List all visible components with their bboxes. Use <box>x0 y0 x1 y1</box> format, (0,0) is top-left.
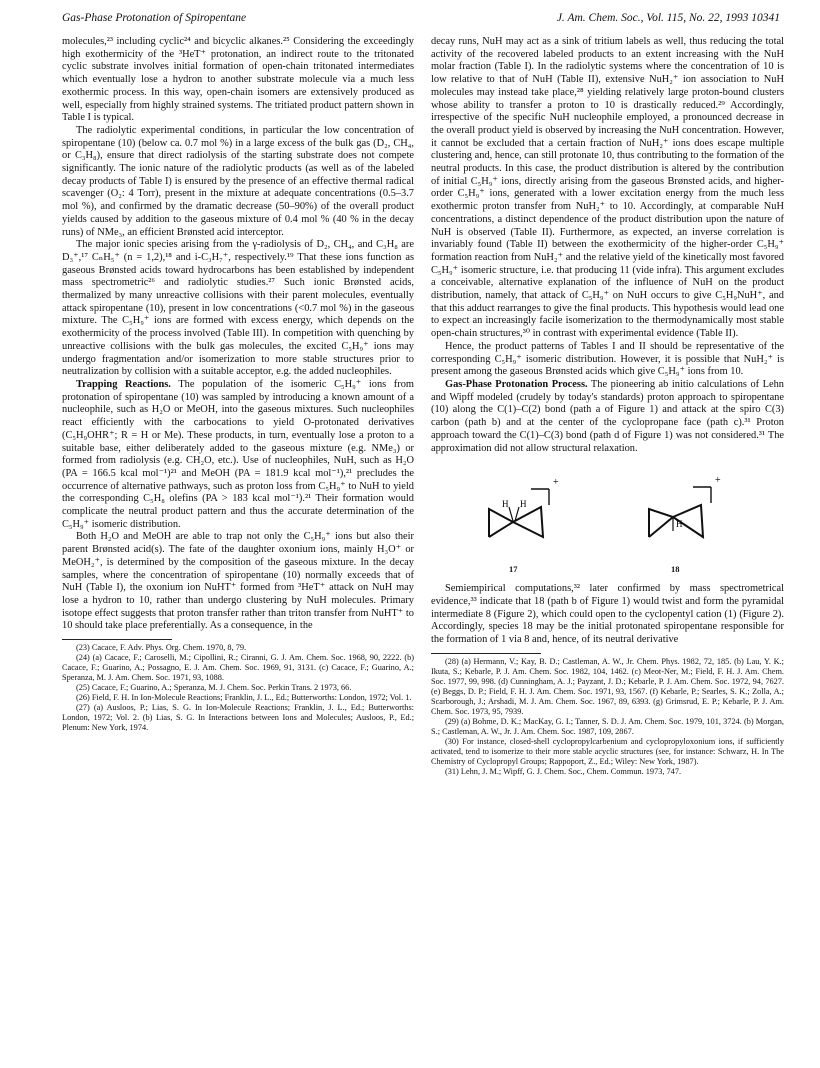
footnote: (31) Lehn, J. M.; Wipff, G. J. Chem. Soc., Chem. Commun. 1973, 747. <box>445 766 682 776</box>
paragraph-text: The pioneering ab initio calculations of Lehn and Wipff modeled (crudely by today's standards) proton approach to spiropentane (10) along the C(1)–C(2) bond (path a of Figure 1) and attack at the spiro C(3) carbon (path b) and at the center of the cyclopropane face (path c).³¹ Proton approach toward the C(1)–C(3) bond (path d of Figure 1) was not considered.³¹ The approximation did not allow structural relaxation. <box>431 378 784 454</box>
header-title: Gas-Phase Protonation of Spiropentane <box>62 12 247 24</box>
footnote: (24) (a) Cacace, F.; Caroselli, M.; Cipollini, R.; Ciranni, G. J. Am. Chem. Soc. 1968, 90, 2222. (b) Cacace, F.; Guarino, A.; Possagno, E. J. Am. Chem. Soc. 1969, 91, 3131. (c) Cacace, F.; Guarino, A.; Speranza, M. J. Am. Chem. Soc. 1971, 93, 1088. <box>62 653 414 683</box>
paragraph-text: The population of the isomeric C₅H₉⁺ ions from protonation of spiropentane (10) was sampled by introducing a known amount of a nucleophile, such as H₂O or MeOH, into the gaseous mixtures. Such nucleophiles react efficiently with the carbocations to yield O-protonated derivatives (C₅H₉OHR⁺; R = H or Me). These products, in turn, eventually lose a proton to a suitable base, either deliberately added to the gaseous mixture (e.g. NMe₃) or formed from radiolysis (e.g. CH₂O, etc.). Use of nucleophiles, NuH, such as H₂O (PA = 166.5 kcal mol⁻¹)²¹ and MeOH (PA = 181.9 kcal mol⁻¹),²¹ precludes the occurrence of alternative pathways, such as proton loss from C₅H₉⁺ to NuH to yield the corresponding C₅H₈ olefins (PA > 183 kcal mol⁻¹).²¹ Their formation would complicate the neutral product pattern and thus the accurate determination of the C₅H₉⁺ isomeric distribution. <box>62 378 414 530</box>
paragraph <box>62 379 414 531</box>
paragraph: decay runs, NuH may act as a sink of tritium labels as well, thus reducing the total activity of the recovered labeled products to an extent increasing with the NuH molar fraction (Table I). In the radiolytic systems where the concentration of 10 is low relative to that of NuH (Table II), extensive NuH₂⁺ ion association to NuH molecules may instead take place,²⁸ yielding relatively large proton-bound clusters whose ability to transfer a proton to 10 is drastically reduced.²⁹ Accordingly, irrespective of the specific NuH nucleophile employed, a pronounced decrease in the overall product yield is observed by increasing the NuH concentration. However, it cannot be excluded that a certain fraction of NuH₂⁺ ions does escape multiple clustering and, hence, can still protonate 10, thus contributing to the formation of the neutral products. In this case, the product distribution is altered by the contribution of initial C₅H₉⁺ ions, directly arising from the gaseous Brønsted acids, and higher-order C₅H₉⁺ ions, generated with a lower excitation energy from the much less exothermic proton transfer from NuH₂⁺ to 10. Accordingly, at comparable NuH concentrations, a distinct dependence of the product distribution upon the nature of NuH is observed (Table II). Furthermore, as expected, an inverse correlation is invariably found (Table II) between the exothermicity of the higher-order C₅H₉⁺ formation reaction from NuH₂⁺ and the relative yield of the kinetically most favored C₅H₉⁺ isomeric structure, i.e. that producing 11 (vide infra). This argument excludes a conceivable, alternative explanation of the influence of NuH on the product distribution, namely, that attack of C₅H₉⁺ on NuH occurs to give C₅H₉NuH⁺, and that this adduct rearranges to give the final products. This hypothesis would lead one to expect an increasingly facile isomerization to the thermodynamically most stable open-chain structures,³⁰ in contrast with experimental evidence (Table II). <box>431 36 784 340</box>
paragraph: The radiolytic experimental conditions, in particular the low concentration of spiropentane (10) (below ca. 0.7 mol %) in a large excess of the bulk gas (D₂, CH₄, or C₃H₈), ensure that direct radiolysis of the starting substrate does not compete significantly. The ionic nature of the radiolytic products (as well as of the labeled decay products of Table I) is ensured by the presence of an effective thermal radical scavenger (O₂: 4 Torr), present in the mixture at adequate concentrations (0.5–3.7 mol %), and confirmed by the dramatic decrease (50–90%) of the overall product yields caused by addition to the gaseous mixture of 0.4 mol % (40 % in the decay runs) of NMe₃, an efficient Brønsted acid interceptor. <box>62 124 414 238</box>
footnote: (26) Field, F. H. In Ion-Molecule Reactions; Franklin, J. L., Ed.; Butterworths: London, 1972; Vol. 1. <box>76 693 412 703</box>
plus-17: + <box>553 477 559 489</box>
structure-label-18: 18 <box>671 564 680 575</box>
footnote: (23) Cacace, F. Adv. Phys. Org. Chem. 1970, 8, 79. <box>76 643 247 653</box>
section-runin-trapping: Trapping Reactions. <box>76 378 171 390</box>
paragraph: The major ionic species arising from the γ-radiolysis of D₂, CH₄, and C₃H₈ are D₃⁺,¹⁷ CₙH₅⁺ (n = 1,2),¹⁸ and i-C₃H₇⁺, respectively.¹⁹ That these ions function as gaseous Brønsted acids toward hydrocarbons has been established by independent mass spectrometric²⁶ and radiolytic studies.²⁷ Such ionic Brønsted acids, thermalized by many unreactive collisions with their parent molecules, eventually attack spiropentane (10), present in low concentrations (<0.7 mol %) in the gaseous mixture. The C₅H₉⁺ ions are formed with excess energy, which depends on the exothermicity of the process involved (Table III). In competition with quenching by unreactive collisions with the bulk gas molecules, the excited C₅H₉⁺ ions may undergo fragmentation and/or isomerization to more stable structures prior to neutralization by collision with a suitable acceptor, e.g. the added nucleophiles. <box>62 239 414 378</box>
footnote: (30) For instance, closed-shell cyclopropylcarbenium and cyclopropyloxonium ions, if sufficiently activated, tend to isomerize to their more stable acyclic structures (see, for instance: Schwarz, H. In The Chemistry of Cyclopropyl Groups; Rappoport, Z., Ed.; Wiley: New York, 1987). <box>431 736 784 766</box>
left-column <box>62 36 414 733</box>
structures-17-18 <box>431 459 784 577</box>
footnote-rule <box>62 639 172 640</box>
h-label-18: H <box>676 519 683 530</box>
right-column <box>431 36 784 777</box>
header-journal: J. Am. Chem. Soc., Vol. 115, No. 22, 1993 10341 <box>556 12 780 24</box>
footnote-rule <box>431 653 541 654</box>
footnote: (25) Cacace, F.; Guarino, A.; Speranza, M. J. Chem. Soc. Perkin Trans. 2 1973, 66. <box>76 683 352 693</box>
paragraph: Hence, the product patterns of Tables I and II should be representative of the corresponding C₅H₉⁺ isomeric distribution. However, it is possible that NuH₂⁺ is present among the gaseous Brønsted acids which give C₅H₉⁺ ions from 10. <box>431 340 784 378</box>
structure-18-drawing <box>631 467 741 562</box>
footnote: (29) (a) Bohme, D. K.; MacKay, G. I.; Tanner, S. D. J. Am. Chem. Soc. 1979, 101, 3724. (b) Morgan, S.; Castleman, A. W., Jr. J. Am. Chem. Soc. 1987, 109, 2867. <box>431 716 784 736</box>
h-label-17a: H <box>502 499 509 510</box>
running-header <box>62 12 780 30</box>
paragraph <box>431 379 784 455</box>
paragraph: Semiempirical computations,³² later confirmed by mass spectrometrical evidence,³³ indicate that 18 (path b of Figure 1) would twist and form the pyramidal intermediate 8 (Figure 2), which could open to the cyclopentyl cation (1) (Figure 2). Accordingly, species 18 may be the initial protonated spiropentane responsible for the formation of 1 via 8 and, hence, of its neutral derivative <box>431 583 784 646</box>
paragraph: molecules,²³ including cyclic²⁴ and bicyclic alkanes.²⁵ Considering the exceedingly high exothermicity of the ³HeT⁺ protonation, an indirect route to the tritonated cyclic substrate involves initial formation of open-chain tritonated intermediates which eventually lose a hydron to another substrate molecule via a much less exothermic process. In this way, open-chain isomers are extensively produced as well, especially from highly strained systems. The tritiated product pattern shown in Table I is typical. <box>62 36 414 124</box>
structure-17-drawing <box>471 467 581 562</box>
plus-18: + <box>715 475 721 487</box>
paragraph: Both H₂O and MeOH are able to trap not only the C₅H₉⁺ ions but also their parent Brønsted acid(s). The fate of the daughter oxonium ions, mainly H₃O⁺ or MeOH₂⁺, is determined by the composition of the gaseous mixture. In the decay samples, where the concentration of spiropentane (10) normally exceeds that of NuH (Table I), the oxonium ion NuHT⁺ formed from ³HeT⁺ attack on NuH may lose a hydron to 10, rather than undergo clustering by NuH molecules. Primary isotope effect suggests that proton transfer rather than triton transfer from NuHT⁺ to 10 should take place preferentially. As a consequence, in the <box>62 531 414 632</box>
h-label-17b: H <box>520 499 527 510</box>
footnote: (28) (a) Hermann, V.; Kay, B. D.; Castleman, A. W., Jr. Chem. Phys. 1982, 72, 185. (b) Lau, Y. K.; Ikuta, S.; Kebarle, P. J. Am. Chem. Soc. 1982, 104, 1462. (c) Meot-Ner, M.; Field, F. H. J. Am. Chem. Soc. 1977, 99, 998. (d) Cunningham, A. J.; Payzant, J. D.; Kebarle, P. J. Am. Chem. Soc. 1972, 94, 7627. (e) Beggs, D. P.; Field, F. H. J. Am. Chem. Soc. 1971, 93, 1567. (f) Kebarle, P.; Searles, S. K.; Zolla, A.; Scarborough, J.; Arshadi, M. J. Am. Chem. Soc. 1967, 89, 6393. (g) Grimsrud, E. P.; Kebarle, P. J. Am. Chem. Soc. 1973, 95, 7939. <box>431 656 784 716</box>
section-runin-protonation: Gas-Phase Protonation Process. <box>445 378 588 390</box>
footnote: (27) (a) Ausloos, P.; Lias, S. G. In Ion-Molecule Reactions; Franklin, J. L., Ed.; Butterworths: London, 1972; Vol. 2. (b) Lias, S. G. In Interactions between Ions and Molecules; Ausloos, P., Ed.; Plenum: New York, 1974. <box>62 703 414 733</box>
structure-label-17: 17 <box>509 564 518 575</box>
